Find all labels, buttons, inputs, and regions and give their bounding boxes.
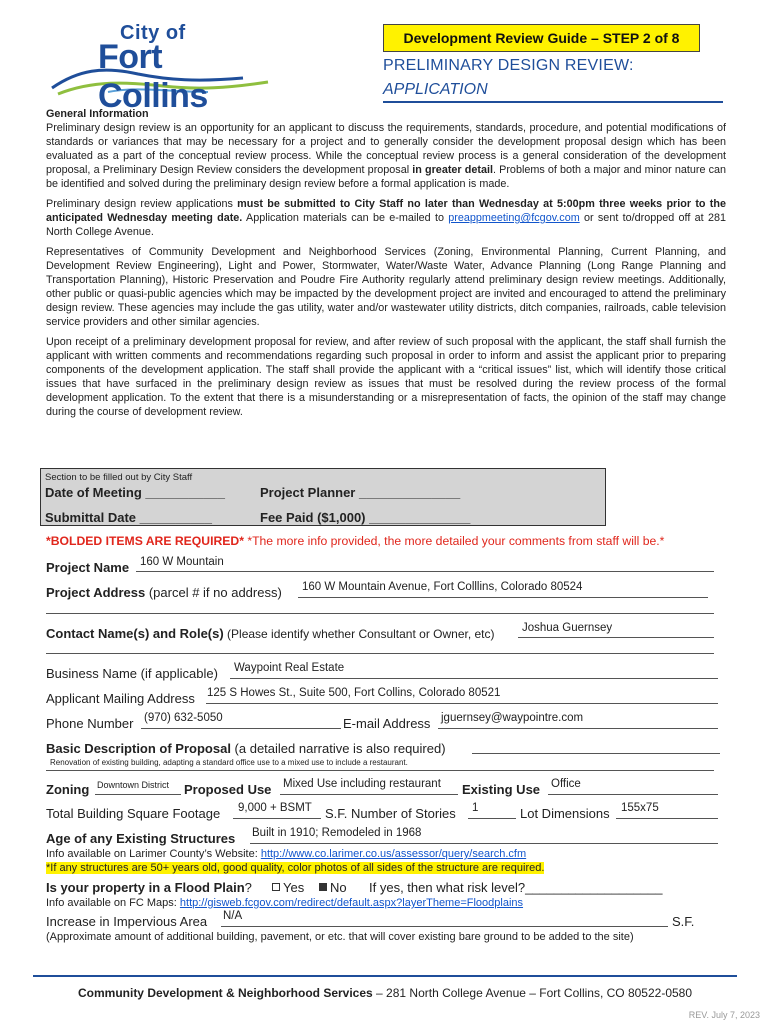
project-address-value: 160 W Mountain Avenue, Fort Colllins, Colorado 80524	[302, 581, 583, 593]
description-label: Basic Description of Proposal (a detailed narrative is also required)	[46, 741, 446, 756]
para1-bold: in greater detail	[412, 164, 493, 176]
fee-paid-field: Fee Paid ($1,000) ______________	[260, 510, 471, 525]
email-label: E-mail Address	[343, 716, 431, 731]
project-name-label: Project Name	[46, 560, 130, 575]
business-name-label: Business Name (if applicable)	[46, 666, 218, 681]
section-heading: General Information	[46, 108, 149, 120]
flood-risk-question: If yes, then what risk level?___________________	[369, 880, 663, 895]
phone-value: (970) 632-5050	[144, 712, 223, 724]
larimer-info: Info available on Larimer County’s Website: http://www.co.larimer.co.us/assessor/query/search.cfm	[46, 848, 527, 860]
existing-use-label: Existing Use	[462, 782, 541, 797]
proposed-use-label: Proposed Use	[184, 782, 272, 797]
checkbox-checked-icon[interactable]	[319, 883, 327, 891]
step-badge: Development Review Guide – STEP 2 of 8	[383, 24, 700, 52]
paragraph-representatives: Representatives of Community Development and Neighborhood Services (Zoning, Environmental Planning, Current Planning, and Development Review Engineering), Light and Power, Stormwater, Water/Waste Water, Advance Planning (Long Range Planning and Transportation Planning), Historic Preservation and Poudre Fire Authority regularly attend preliminary design review meetings. Additionally, other public or quasi-public agencies which may be impacted by the development project are invited and encouraged to attend the preliminary design review. These agencies may include the gas utility, water and/or wastewater utility districts, ditch companies, railroads, cable television service providers and other similar agencies.	[46, 246, 726, 328]
age-structures-label: Age of any Existing Structures	[46, 831, 236, 846]
flood-yes-option[interactable]: Yes	[272, 880, 304, 895]
mailing-address-label: Applicant Mailing Address	[46, 691, 195, 706]
impervious-unit: S.F.	[672, 914, 695, 929]
paragraph-overview	[46, 121, 726, 191]
flood-plain-question: Is your property in a Flood Plain?	[46, 880, 252, 895]
project-address-line-2[interactable]	[46, 604, 714, 614]
paragraph-staff-comments: Upon receipt of a preliminary development proposal for review, and after review of such proposal with the applicant, the staff shall furnish the applicant with written comments and recommendations regarding such proposal in order to inform and assist the applicant prior to preparing components of the development application. The staff shall provide the applicant with a “critical issues” list, which will identify those critical issues that have surfaced in the preliminary design review as issues that must be resolved during the review process of the formal development application. To the extent that there is a misunderstanding or a misrepresentation of facts, the opinion of the staff may change during the course of development review.	[46, 336, 726, 418]
impervious-note: (Approximate amount of additional building, pavement, or etc. that will cover existing bare ground to be added to the site)	[46, 931, 634, 943]
email-link[interactable]: preappmeeting@fcgov.com	[448, 212, 580, 224]
footer-address: Community Development & Neighborhood Services – 281 North College Avenue – Fort Collins, CO 80522-0580	[77, 986, 693, 1000]
building-sqft-value: 9,000 + BSMT	[238, 802, 312, 814]
description-value: Renovation of existing building, adapting a standard office use to a mixed use to include a restaurant.	[50, 758, 408, 767]
stories-value: 1	[472, 802, 479, 814]
impervious-area-input[interactable]	[221, 913, 668, 927]
para2-text-a: Preliminary design review applications	[46, 198, 238, 210]
project-planner-field: Project Planner ______________	[260, 485, 461, 500]
paragraph-submission	[46, 197, 726, 239]
impervious-area-value: N/A	[223, 910, 243, 922]
page-subtitle: APPLICATION	[383, 81, 488, 98]
revision-date: REV. July 7, 2023	[688, 1010, 760, 1020]
required-note-rest: *The more info provided, the more detailed your comments from staff will be.*	[243, 534, 665, 548]
project-name-value: 160 W Mountain	[140, 556, 224, 568]
phone-label: Phone Number	[46, 716, 134, 731]
submittal-date-field: Submittal Date __________	[45, 510, 212, 525]
building-sqft-label: Total Building Square Footage	[46, 806, 221, 821]
para1-text-a: Preliminary design review is an opportunity for an applicant to discuss the requirements, standards, procedure, and potential modifications of standards or variances that may be necessary for a project and to generally consider the development proposal design which has been evaluated as a part of the conceptual review process. While the conceptual review process is a general consideration of the development proposal, a Preliminary Design Review considers the development proposal	[46, 122, 726, 176]
general-information	[46, 107, 726, 425]
fc-maps-info: Info available on FC Maps: http://gisweb.fcgov.com/redirect/default.aspx?layerTheme=Floodplains	[46, 897, 524, 909]
lot-dimensions-value: 155x75	[621, 802, 659, 814]
stories-label: S.F. Number of Stories	[325, 806, 456, 821]
impervious-area-label: Increase in Impervious Area	[46, 914, 208, 929]
para2-text-b: Application materials can be e-mailed to	[242, 212, 449, 224]
age-structures-value: Built in 1910; Remodeled in 1968	[252, 827, 422, 839]
logo-fort-collins: Fort Collins	[98, 38, 208, 115]
page-title: PRELIMINARY DESIGN REVIEW:	[383, 57, 634, 74]
required-note	[46, 534, 664, 548]
larimer-link[interactable]: http://www.co.larimer.co.us/assessor/query/search.cfm	[260, 848, 527, 860]
project-address-label: Project Address (parcel # if no address)	[46, 585, 282, 600]
photos-note: *If any structures are 50+ years old, good quality, color photos of all sides of the structure are required.	[46, 862, 545, 874]
para2-bold: must be submitted to City Staff no later than Wednesday at 5:00pm three weeks prior to the anticipated Wednesday meeting date.	[46, 198, 726, 224]
header-divider	[383, 101, 723, 103]
logo-city-of: City of	[120, 22, 186, 44]
staff-section-box	[40, 468, 606, 526]
existing-use-value: Office	[551, 778, 581, 790]
zoning-value: Downtown District	[97, 780, 170, 790]
required-note-bold: *BOLDED ITEMS ARE REQUIRED*	[46, 534, 244, 548]
email-value: jguernsey@waypointre.com	[441, 712, 584, 724]
lot-dimensions-label: Lot Dimensions	[520, 806, 610, 821]
contact-value: Joshua Guernsey	[522, 622, 613, 634]
staff-box-caption: Section to be filled out by City Staff	[45, 472, 193, 483]
para1-text-b: . Problems of both a major and minor nature can be identified and solved during the preliminary design review before a formal application is made.	[46, 164, 727, 190]
checkbox-empty-icon[interactable]	[272, 883, 280, 891]
description-input[interactable]	[472, 740, 720, 754]
zoning-label: Zoning	[46, 782, 90, 797]
business-name-value: Waypoint Real Estate	[234, 662, 345, 674]
proposed-use-value: Mixed Use including restaurant	[283, 778, 441, 790]
fc-maps-link[interactable]: http://gisweb.fcgov.com/redirect/default.aspx?layerTheme=Floodplains	[179, 897, 524, 909]
contact-line-2[interactable]	[46, 644, 714, 654]
footer-divider	[33, 975, 737, 977]
mailing-address-value: 125 S Howes St., Suite 500, Fort Collins, Colorado 80521	[207, 687, 501, 699]
para2-text-c: or sent to/dropped off at 281 North College Avenue.	[46, 212, 726, 238]
date-of-meeting-field: Date of Meeting ___________	[45, 485, 225, 500]
contact-label: Contact Name(s) and Role(s) (Please identify whether Consultant or Owner, etc)	[46, 626, 495, 641]
flood-no-option[interactable]: No	[319, 880, 347, 895]
